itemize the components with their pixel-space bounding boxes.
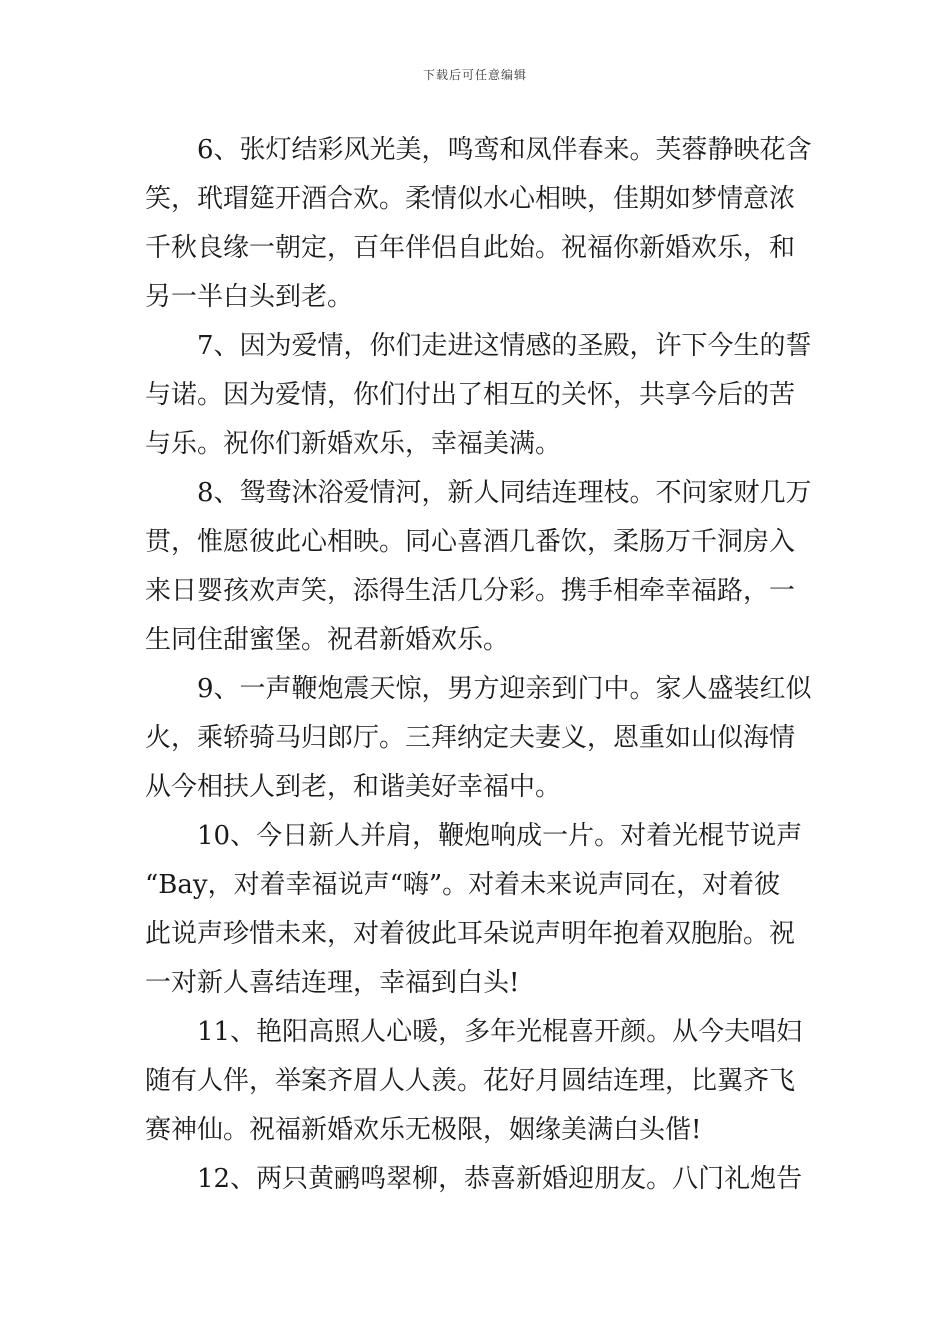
page-header: 下载后可任意编辑: [422, 68, 527, 82]
text-line: 生同住甜蜜堡。祝君新婚欢乐。: [145, 625, 510, 655]
text-line: 从今相扶人到老，和谐美好幸福中。: [145, 772, 562, 802]
text-line: 11、艳阳高照人心暖，多年光棍喜开颜。从今夫唱妇: [197, 1017, 803, 1047]
text-line: 与乐。祝你们新婚欢乐，幸福美满。: [145, 429, 562, 459]
text-line: 8、鸳鸯沐浴爱情河，新人同结连理枝。不问家财几万: [197, 478, 812, 508]
text-line: “Bay，对着幸福说声“嗨”。对着未来说声同在，对着彼: [145, 870, 781, 900]
text-line: 与诺。因为爱情，你们付出了相互的关怀，共享今后的苦: [145, 380, 796, 410]
text-line: 贯，惟愿彼此心相映。同心喜酒几番饮，柔肠万千洞房入: [145, 527, 796, 557]
text-line: 千秋良缘一朝定，百年伴侣自此始。祝福你新婚欢乐，和: [145, 233, 796, 263]
text-line: 另一半白头到老。: [145, 282, 354, 312]
text-line: 9、一声鞭炮震天惊，男方迎亲到门中。家人盛装红似: [197, 674, 812, 704]
text-line: 来日婴孩欢声笑，添得生活几分彩。携手相牵幸福路，一: [145, 576, 796, 606]
text-line: 此说声珍惜未来，对着彼此耳朵说声明年抱着双胞胎。祝: [145, 919, 796, 949]
text-line: 6、张灯结彩风光美，鸣鸾和凤伴春来。芙蓉静映花含: [197, 135, 812, 165]
text-line: 7、因为爱情，你们走进这情感的圣殿，许下今生的誓: [197, 331, 812, 361]
text-line: 12、两只黄鹂鸣翠柳，恭喜新婚迎朋友。八门礼炮告: [197, 1164, 803, 1194]
document-body: [145, 126, 812, 1204]
text-line: 随有人伴，举案齐眉人人羡。花好月圆结连理，比翼齐飞: [145, 1066, 796, 1096]
text-line: 10、今日新人并肩，鞭炮响成一片。对着光棍节说声: [197, 821, 803, 851]
text-line: 笑，玳瑁筵开酒合欢。柔情似水心相映，佳期如梦情意浓: [145, 184, 796, 214]
text-line: 赛神仙。祝福新婚欢乐无极限，姻缘美满白头偕!: [145, 1115, 702, 1145]
text-line: 火，乘轿骑马归郎厅。三拜纳定夫妻义，恩重如山似海情: [145, 723, 796, 753]
text-line: 一对新人喜结连理，幸福到白头!: [145, 968, 520, 998]
